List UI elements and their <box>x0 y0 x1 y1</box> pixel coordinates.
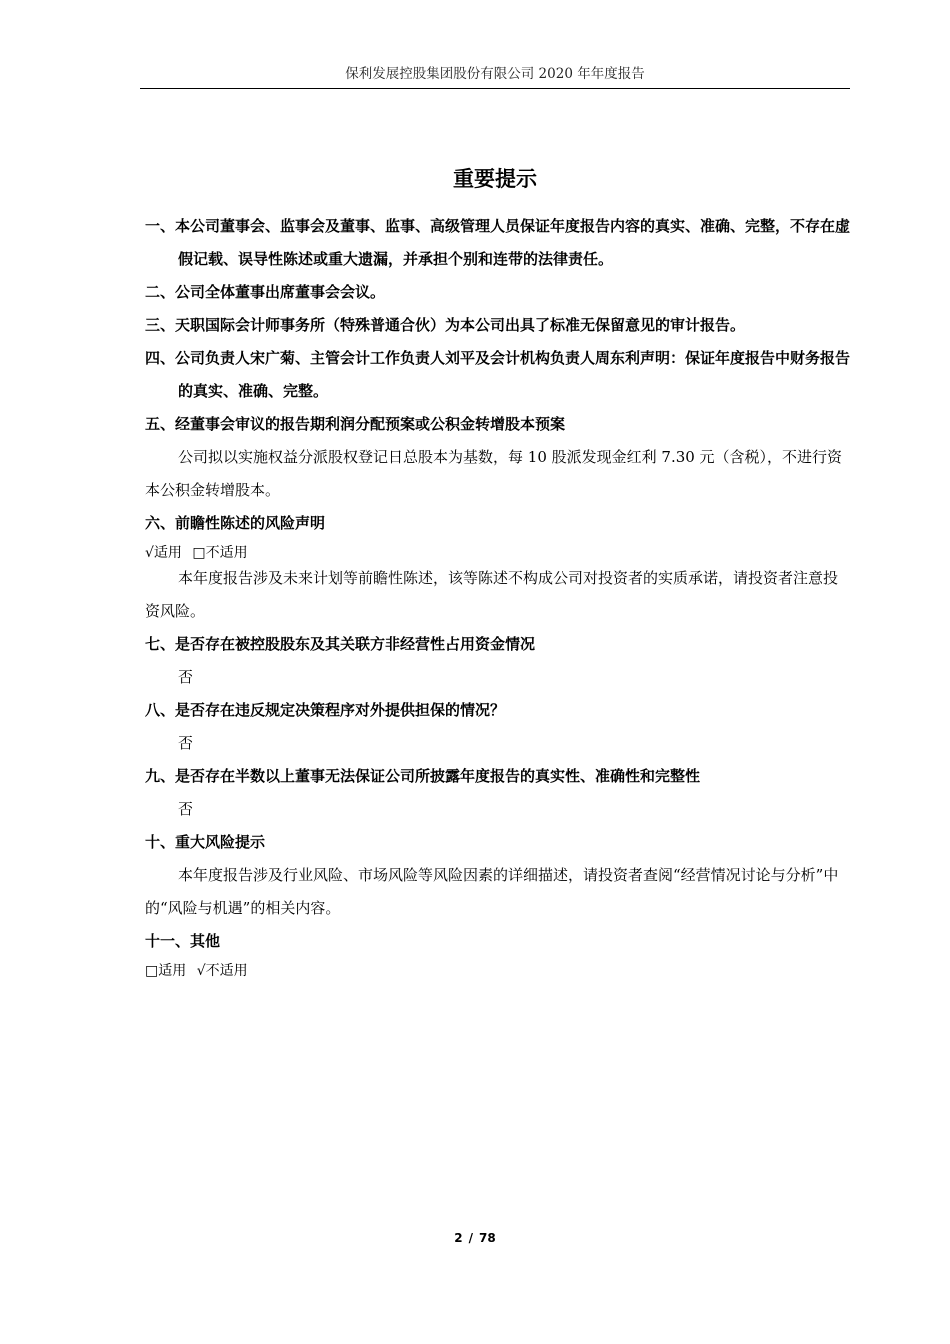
section-9-heading: 九、是否存在半数以上董事无法保证公司所披露年度报告的真实性、准确性和完整性 <box>145 767 701 785</box>
section-1-heading: 一、本公司董事会、监事会及董事、监事、高级管理人员保证年度报告内容的真实、准确、完整，不存在虚假记载、误导性陈述或重大遗漏，并承担个别和连带的法律责任。 <box>145 217 851 268</box>
not-applicable-unchecked: □不适用 <box>192 545 248 561</box>
section-6-checkboxes <box>145 544 850 562</box>
section-10-heading: 十、重大风险提示 <box>145 833 266 851</box>
section-5-heading: 五、经董事会审议的报告期利润分配预案或公积金转增股本预案 <box>145 415 566 433</box>
section-6-body: 本年度报告涉及未来计划等前瞻性陈述，该等陈述不构成公司对投资者的实质承诺，请投资者注意投资风险。 <box>145 569 839 620</box>
applicable-unchecked: □适用 <box>145 963 187 979</box>
section-6-heading: 六、前瞻性陈述的风险声明 <box>145 514 326 532</box>
total-pages: 78 <box>479 1231 496 1245</box>
section-11-checkboxes <box>145 962 850 980</box>
document-header: 保利发展控股集团股份有限公司 2020 年年度报告 <box>345 66 645 82</box>
section-2-heading: 二、公司全体董事出席董事会会议。 <box>145 283 386 301</box>
page-number <box>0 1231 950 1245</box>
section-11-heading: 十一、其他 <box>145 932 221 950</box>
not-applicable-checked: √不适用 <box>196 963 248 979</box>
document-body <box>145 210 850 980</box>
section-5-body: 公司拟以实施权益分派股权登记日总股本为基数，每 10 股派发现金红利 7.30 元（含税），不进行资本公积金转增股本。 <box>145 448 843 499</box>
applicable-checked: √适用 <box>145 545 182 561</box>
section-7-answer: 否 <box>178 668 194 686</box>
section-3-heading: 三、天职国际会计师事务所（特殊普通合伙）为本公司出具了标准无保留意见的审计报告。 <box>145 316 746 334</box>
section-7-heading: 七、是否存在被控股股东及其关联方非经营性占用资金情况 <box>145 635 536 653</box>
current-page: 2 <box>454 1231 463 1245</box>
section-8-heading: 八、是否存在违反规定决策程序对外提供担保的情况？ <box>145 701 506 719</box>
section-9-answer: 否 <box>178 800 194 818</box>
section-4-heading: 四、公司负责人宋广菊、主管会计工作负责人刘平及会计机构负责人周东利声明：保证年度报告中财务报告的真实、准确、完整。 <box>145 349 851 400</box>
section-8-answer: 否 <box>178 734 194 752</box>
page-title: 重要提示 <box>453 167 537 191</box>
section-10-body: 本年度报告涉及行业风险、市场风险等风险因素的详细描述，请投资者查阅“经营情况讨论与分析”中的“风险与机遇”的相关内容。 <box>145 866 839 917</box>
page-separator: / <box>468 1231 474 1245</box>
header-divider <box>140 88 850 89</box>
